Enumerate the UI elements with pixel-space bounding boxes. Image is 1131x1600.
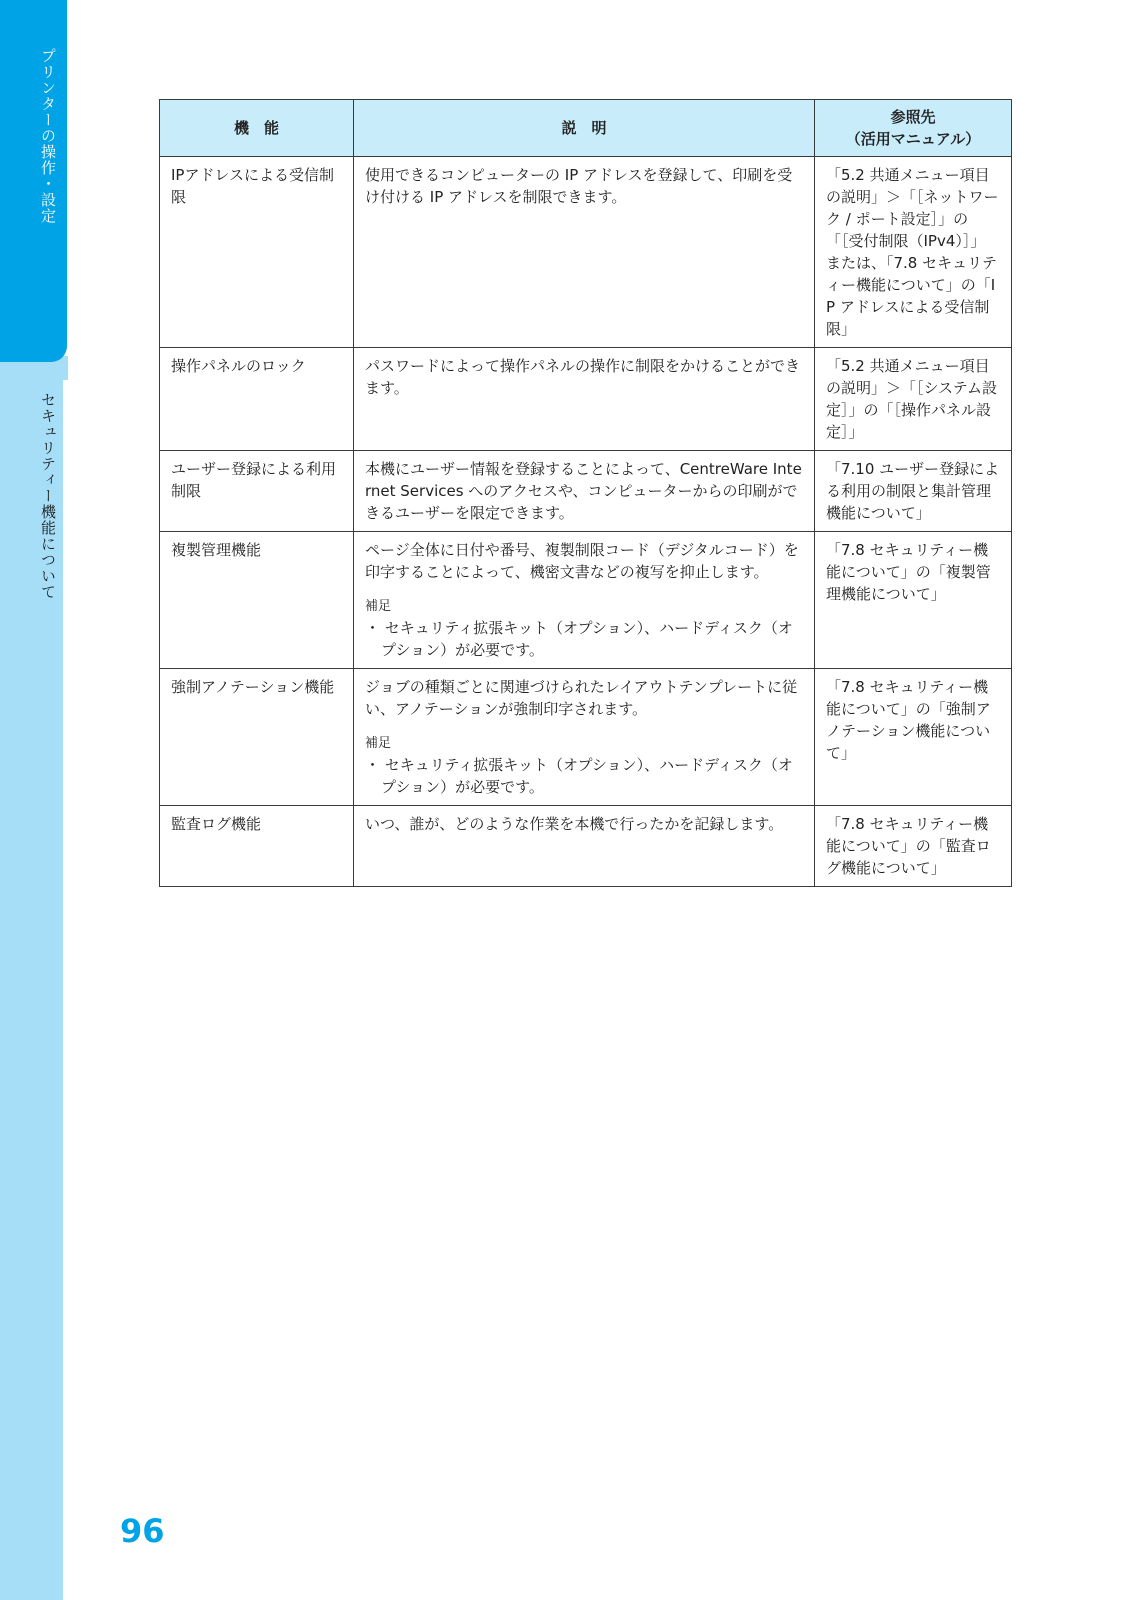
header-reference-title: 参照先: [890, 108, 936, 126]
table-header-row: [160, 100, 1012, 157]
header-description: 説 明: [354, 100, 815, 157]
description-cell: [354, 806, 815, 887]
description-cell: [354, 669, 815, 806]
table-row: [160, 157, 1012, 348]
description-text: 使用できるコンピューターの IP アドレスを登録して、印刷を受け付ける IP アドレスを制限できます。: [365, 166, 793, 206]
reference-cell: 「5.2 共通メニュー項目の説明」＞「［システム設定］」の「［操作パネル設定］」: [815, 348, 1012, 451]
note-item: ・ セキュリティ拡張キット（オプション）、ハードディスク（オプション）が必要です。: [365, 756, 793, 796]
chapter-label: セキュリティー機能について: [39, 392, 57, 600]
description-text: いつ、誰が、どのような作業を本機で行ったかを記録します。: [365, 815, 784, 833]
security-function-table: [159, 99, 1012, 887]
function-cell: 複製管理機能: [160, 532, 354, 669]
description-text: ジョブの種類ごとに関連づけられたレイアウトテンプレートに従い、アノテーションが強制印字されます。: [365, 678, 798, 718]
function-cell: IPアドレスによる受信制限: [160, 157, 354, 348]
note-title: 補足: [365, 736, 392, 751]
function-cell: 強制アノテーション機能: [160, 669, 354, 806]
function-cell: 操作パネルのロック: [160, 348, 354, 451]
reference-cell: 「7.10 ユーザー登録による利用の制限と集計管理機能について」: [815, 451, 1012, 532]
description-text: ページ全体に日付や番号、複製制限コード（デジタルコード）を印字することによって、機密文書などの複写を抑止します。: [365, 541, 799, 581]
reference-cell: 「5.2 共通メニュー項目の説明」＞「［ネットワーク / ポート設定］」の「［受付制限（IPv4）］」または、「7.8 セキュリティー機能について」の「IP アドレスによる受信制限」: [815, 157, 1012, 348]
table-row: [160, 532, 1012, 669]
function-cell: 監査ログ機能: [160, 806, 354, 887]
description-cell: [354, 532, 815, 669]
description-cell: [354, 348, 815, 451]
reference-cell: 「7.8 セキュリティー機能について」の「複製管理機能について」: [815, 532, 1012, 669]
reference-cell: 「7.8 セキュリティー機能について」の「強制アノテーション機能について」: [815, 669, 1012, 806]
description-cell: [354, 451, 815, 532]
section-label: プリンターの操作・設定: [39, 48, 57, 224]
description-text: 本機にユーザー情報を登録することによって、CentreWare Internet Services へのアクセスや、コンピューターからの印刷ができるユーザーを限定できます。: [365, 460, 802, 522]
header-function: 機 能: [160, 100, 354, 157]
table-row: [160, 669, 1012, 806]
note-item: ・ セキュリティ拡張キット（オプション）、ハードディスク（オプション）が必要です。: [365, 619, 793, 659]
header-reference-subtitle: （活用マニュアル）: [845, 130, 981, 148]
description-cell: [354, 157, 815, 348]
header-reference: [815, 100, 1012, 157]
table-row: [160, 348, 1012, 451]
table-body: [160, 157, 1012, 887]
reference-cell: 「7.8 セキュリティー機能について」の「監査ログ機能について」: [815, 806, 1012, 887]
table-row: [160, 806, 1012, 887]
function-cell: ユーザー登録による利用制限: [160, 451, 354, 532]
table-row: [160, 451, 1012, 532]
description-text: パスワードによって操作パネルの操作に制限をかけることができます。: [365, 357, 801, 397]
note-title: 補足: [365, 599, 392, 614]
page-number: 96: [120, 1512, 165, 1550]
